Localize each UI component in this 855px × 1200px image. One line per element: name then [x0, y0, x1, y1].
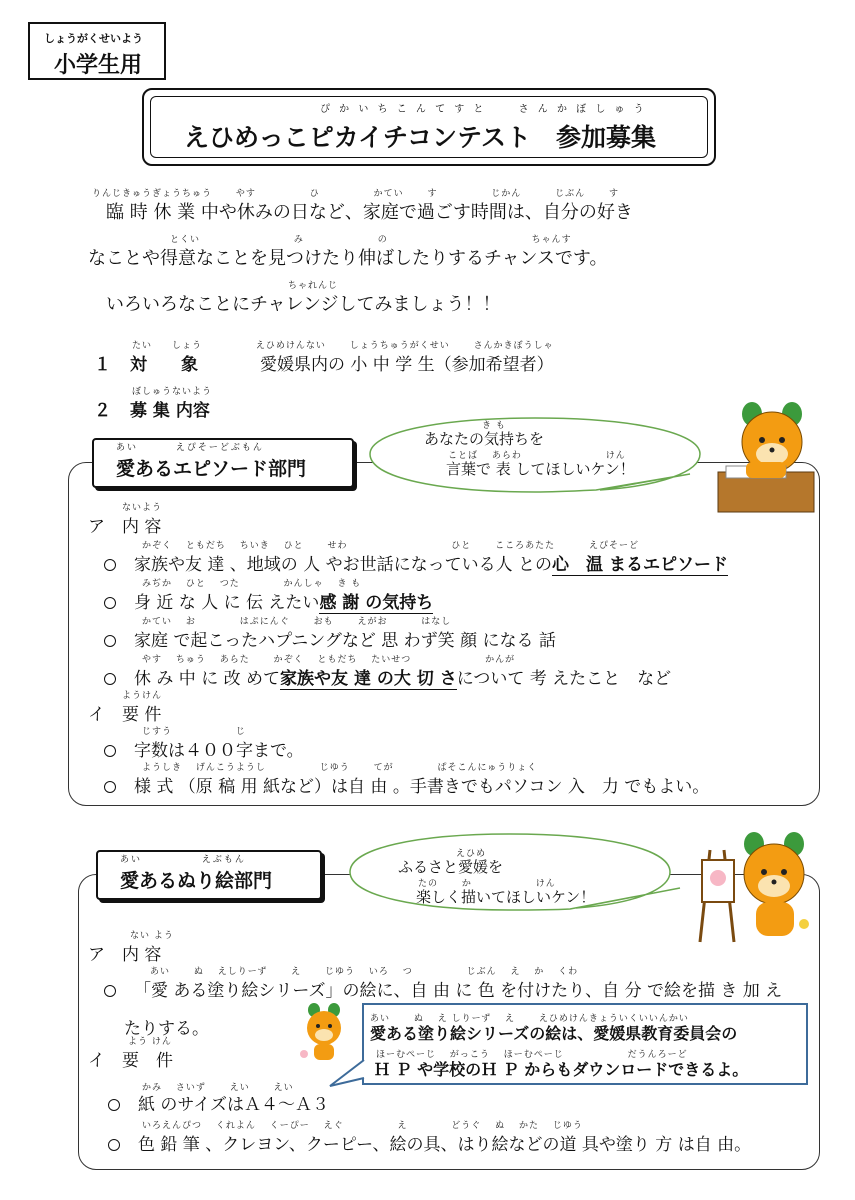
episode-c1-text: 字数は４００字まで。	[134, 741, 304, 761]
episode-tab-label: 愛あるエピソード部門	[116, 458, 307, 480]
item2-label: 募 集 内容	[130, 401, 210, 421]
intro-ruby-3: ちゃれんじ	[288, 281, 339, 291]
coloring-tab	[96, 850, 322, 900]
note-line-2: Ｈ Ｐ や学校のＨ Ｐ からもダウンロードできるよ。	[374, 1060, 749, 1079]
coloring-i-label: イ 要 件	[88, 1051, 173, 1071]
note-pointer	[326, 1060, 366, 1090]
episode-i-ruby: ようけん	[122, 691, 163, 701]
item2-number: ２	[94, 401, 111, 421]
episode-tab	[92, 438, 354, 488]
mascot-painting-illustration	[694, 830, 820, 948]
episode-bubble-line-2: 言葉で 表 してほしいケン！	[446, 460, 635, 478]
bullet-circle	[104, 635, 116, 647]
coloring-c2-text: 色 鉛 筆 、クレヨン、クーピー、絵の具、はり絵などの道 具や塗り 方 は自 由。	[138, 1135, 752, 1155]
episode-b2-ruby: みぢか ひと つた かんしゃ き も	[142, 579, 362, 589]
bullet-circle	[104, 673, 116, 685]
episode-b4	[104, 664, 671, 689]
episode-c2	[104, 772, 709, 797]
episode-bubble-line-1: あなたの気持ちを	[424, 430, 545, 448]
episode-b3-text: 家庭 で起こったハプニングなど 思 わず笑 顔 になる 話	[134, 631, 556, 651]
episode-bubble-ruby-1: き も	[482, 421, 506, 431]
episode-bubble-ruby-2: ことば あらわ けん	[448, 451, 626, 461]
intro-line-1: 臨 時 休 業 中や休みの日など、家庭で過ごす時間は、自分の好き	[88, 202, 633, 223]
coloring-c1-text: 紙 のサイズはＡ４～Ａ３	[138, 1095, 330, 1115]
item1-number: １	[94, 355, 111, 375]
mascot-writing-illustration	[712, 398, 820, 516]
coloring-bubble-line-2: 楽しく描いてほしいケン！	[416, 888, 596, 906]
coloring-i-ruby: よう けん	[128, 1037, 172, 1047]
item1-ruby: たい しょう えひめけんない しょうちゅうがくせい さんかきぼうしゃ	[132, 341, 554, 351]
episode-b4-text: 休 み 中 に 改 めて	[134, 669, 281, 689]
episode-b4-ruby: やす ちゅう あらた かぞく ともだち たいせつ かんが	[142, 655, 516, 665]
intro-line-2: なことや得意なことを見つけたり伸ばしたりするチャンスです。	[88, 248, 608, 269]
page-title: えひめっこピカイチコンテスト 参加募集	[184, 123, 657, 152]
bullet-circle	[104, 745, 116, 757]
mascot-small-illustration	[296, 1002, 356, 1064]
coloring-c2-ruby: いろえんぴつ くれよん くーぴー えぐ え どうぐ ぬ かた じゆう	[142, 1121, 583, 1131]
episode-tab-ruby: あい えぴそーどぶもん	[116, 443, 264, 453]
episode-a-label: ア 内 容	[88, 517, 162, 537]
coloring-bubble-ruby-1: えひめ	[456, 849, 487, 859]
note-line-1: 愛ある塗り絵シリーズの絵は、愛媛県教育委員会の	[370, 1024, 738, 1043]
coloring-c1-ruby: かみ さいず えい えい	[142, 1083, 294, 1093]
item1-value: 愛媛県内の 小 中 学 生（参加希望者）	[260, 355, 554, 375]
coloring-b1	[104, 976, 782, 1001]
coloring-bubble-line-1: ふるさと愛媛を	[398, 858, 504, 876]
episode-b2-highlight: 感 謝 の気持ち	[319, 593, 434, 613]
grade-badge-ruby: しょうがくせいよう	[44, 32, 143, 45]
item2-ruby: ぼしゅうないよう	[132, 387, 213, 397]
episode-c2-text: 様 式 （原 稿 用 紙など）は自 由 。手書きでもパソコン 入 力 でもよい。	[134, 777, 710, 797]
note-ruby-2: ほーむぺーじ がっこう ほーむぺーじ だうんろーど	[376, 1050, 688, 1060]
grade-badge-label: 小学生用	[54, 53, 143, 78]
coloring-a-ruby: ない よう	[130, 931, 174, 941]
coloring-tab-label: 愛あるぬり絵部門	[120, 870, 273, 892]
bullet-circle	[104, 781, 116, 793]
bullet-circle	[104, 597, 116, 609]
coloring-a-label: ア 内 容	[88, 945, 162, 965]
episode-i-label: イ 要 件	[88, 705, 162, 725]
episode-c2-ruby: ようしき げんこうようし じゆう てが ぱそこんにゅうりょく	[142, 763, 538, 773]
episode-b4-text-post: について 考 えたこと など	[456, 669, 672, 689]
episode-b3	[104, 626, 556, 651]
episode-b1-highlight: 心 温 まるエピソード	[552, 555, 728, 575]
intro-ruby-2: とくい み の ちゃんす	[170, 235, 572, 245]
bullet-circle	[108, 1099, 120, 1111]
coloring-c1	[108, 1090, 329, 1115]
coloring-c2	[108, 1130, 751, 1155]
title-ruby: ぴ か い ち こ ん て す と さ ん か ぼ し ゅ う	[320, 104, 647, 115]
coloring-b1-continued: たりする。	[124, 1019, 209, 1039]
episode-c1-ruby: じすう じ	[142, 727, 246, 737]
episode-b3-ruby: かてい お はぷにんぐ おも えがお はなし	[142, 617, 452, 627]
bullet-circle	[108, 1139, 120, 1151]
info-note-box	[362, 1003, 808, 1085]
episode-b4-highlight: 家族や友 達 の大 切 さ	[280, 669, 457, 689]
bullet-circle	[104, 559, 116, 571]
episode-c1	[104, 736, 304, 761]
episode-b2-text: 身 近 な 人 に 伝 えたい	[134, 593, 320, 613]
title-box	[142, 88, 716, 166]
episode-b2	[104, 588, 433, 613]
item1-label: 対 象	[130, 355, 198, 375]
episode-b1-ruby: かぞく ともだち ちいき ひと せわ ひと こころあたた えぴそーど	[142, 541, 640, 551]
coloring-bubble-ruby-2: たの か けん	[418, 879, 556, 889]
coloring-b1-ruby: あい ぬ えしりーず え じゆう いろ つ じぶん え か くわ	[150, 967, 579, 977]
note-ruby-1: あい ぬ え しりーず え えひめけんきょういくいいんかい	[370, 1014, 689, 1024]
episode-a-ruby: ないよう	[122, 503, 163, 513]
coloring-tab-ruby: あい えぶもん	[120, 855, 246, 865]
bullet-circle	[104, 985, 116, 997]
grade-badge	[28, 22, 166, 80]
episode-b1-text: 家族や友 達 、地域の 人 やお世話になっている人 との	[134, 555, 553, 575]
intro-ruby-1: りんじきゅうぎょうちゅう やす ひ かてい す じかん じぶん す	[92, 189, 620, 199]
coloring-b1-text: 「愛 ある塗り絵シリーズ」の絵に、自 由 に 色 を付けたり、自 分 で絵を描 き 加 え	[134, 981, 783, 1001]
intro-line-3: いろいろなことにチャレンジしてみましょう！！	[88, 294, 501, 315]
episode-b1	[104, 550, 728, 575]
